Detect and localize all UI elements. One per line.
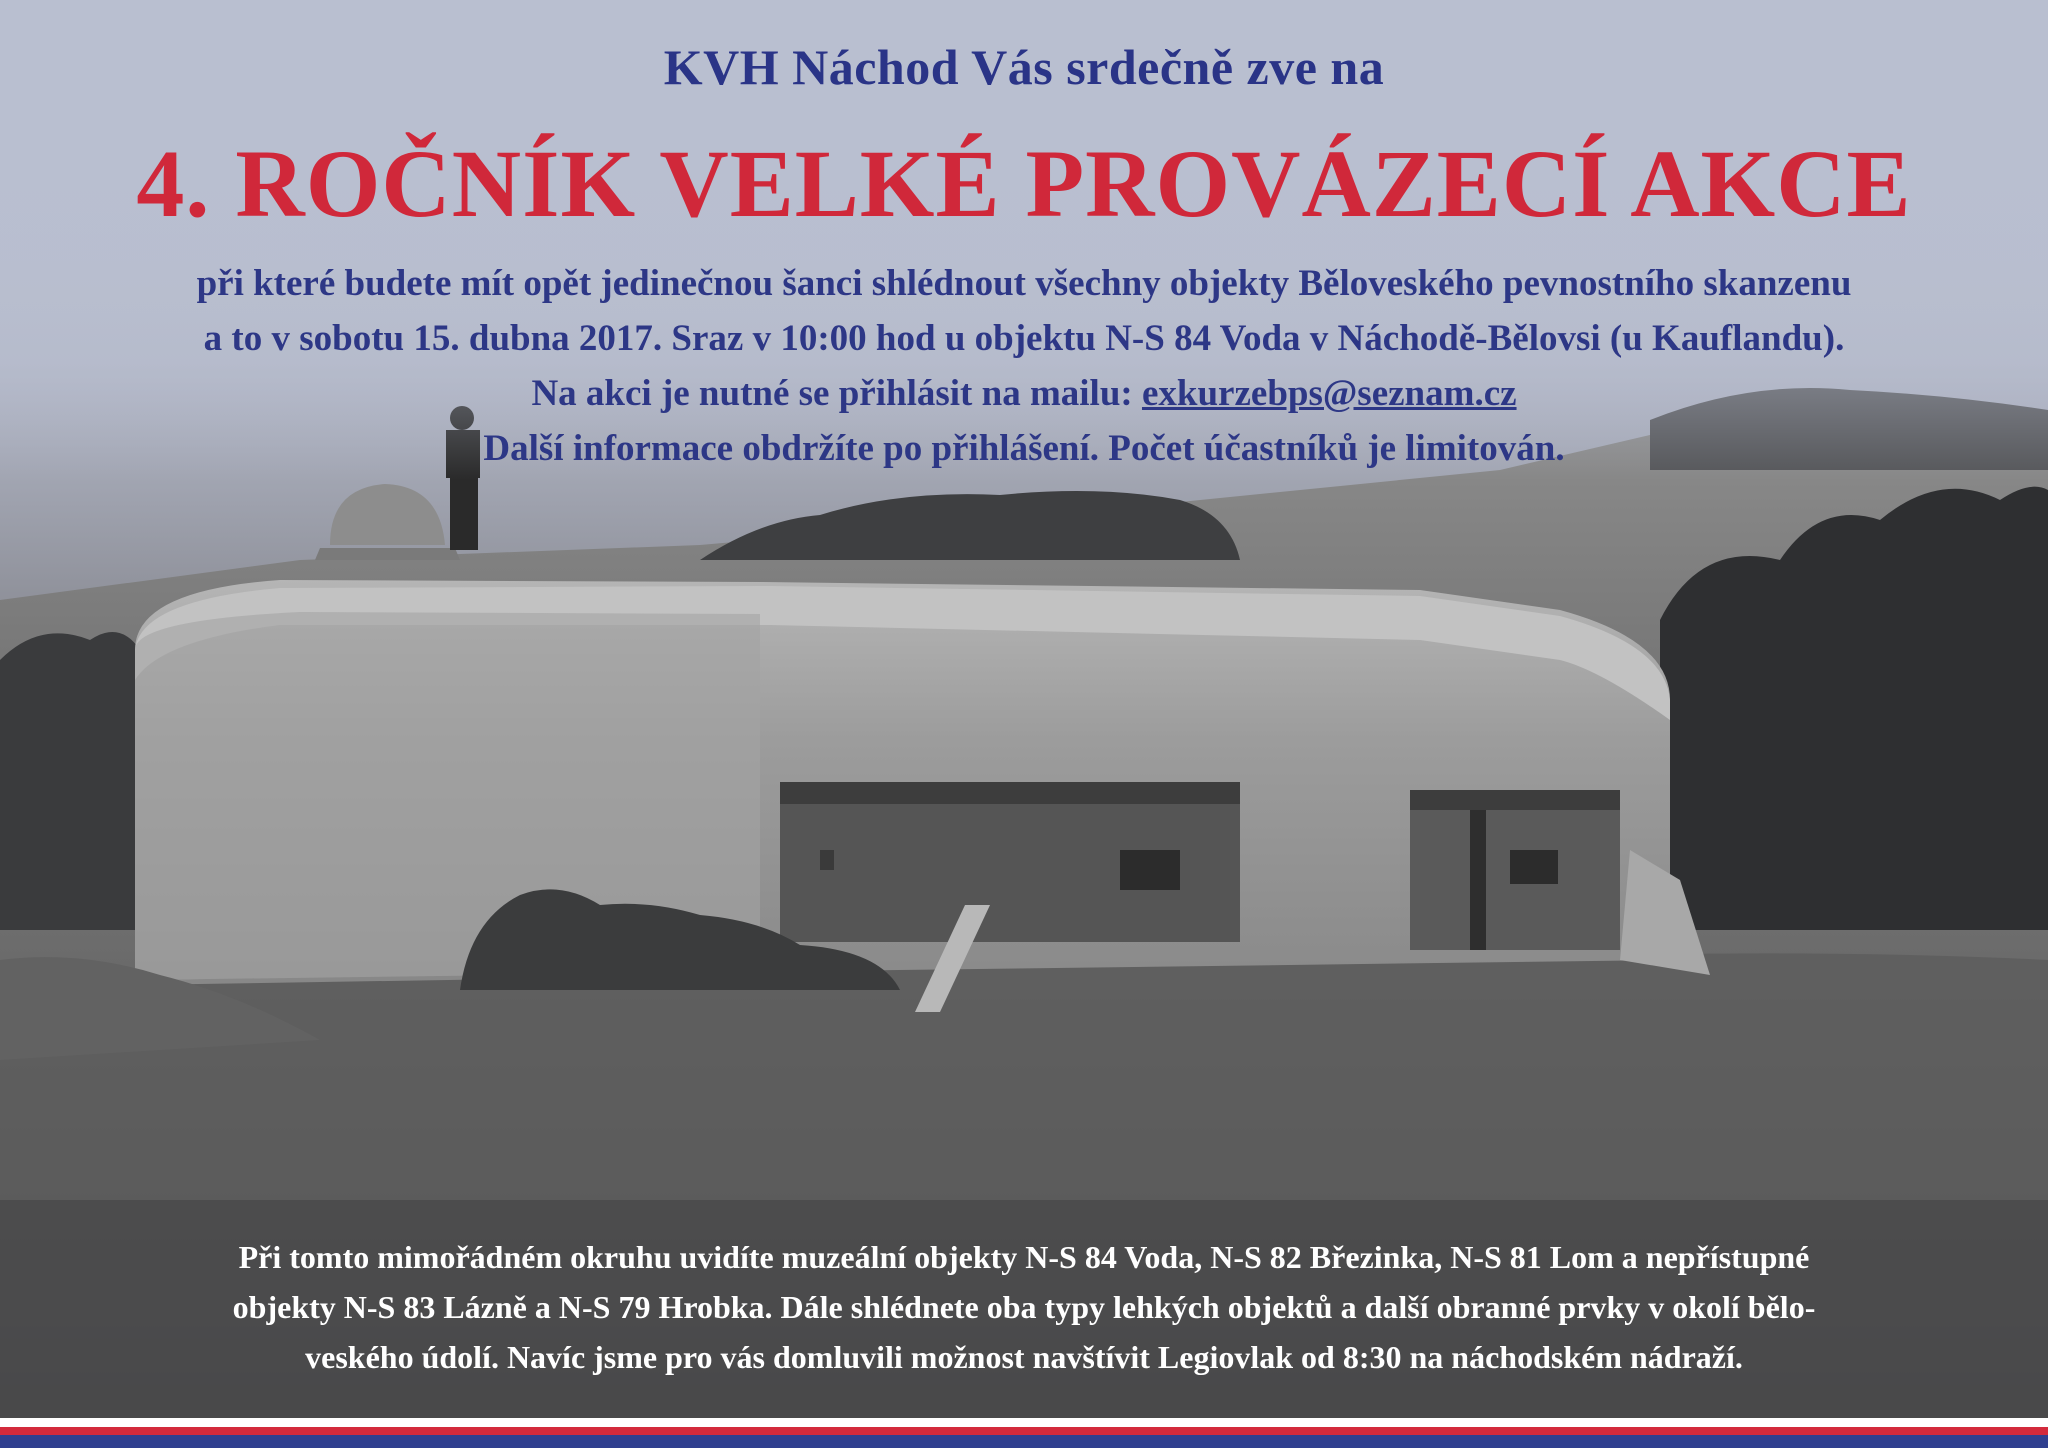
tour-description (0, 1232, 2048, 1382)
blue-stripe (0, 1435, 2048, 1448)
details-line-1: při které budete mít opět jedinečnou šanci shlédnout všechny objekty Běloveského pevnostního skanzenu (196, 263, 1852, 304)
footer-line-3: veského údolí. Navíc jsme pro vás domluvili možnost navštívit Legiovlak od 8:30 na náchodském nádraží. (305, 1339, 1743, 1375)
details-line-2: a to v sobotu 15. dubna 2017. Sraz v 10:00 hod u objektu N-S 84 Voda v Náchodě-Bělovsi (u Kauflandu). (203, 318, 1845, 359)
details-line-3 (0, 366, 2048, 421)
registration-text: Na akci je nutné se přihlásit na mailu: (531, 373, 1142, 414)
email-link[interactable]: exkurzebps@seznam.cz (1141, 373, 1517, 414)
invitation-intro: KVH Náchod Vás srdečně zve na (663, 39, 1385, 95)
event-headline: 4. ROČNÍK VELKÉ PROVÁZECÍ AKCE (136, 130, 1912, 237)
details-line-4: Další informace obdržíte po přihlášení. Počet účastníků je limitován. (483, 428, 1565, 469)
tricolor-stripes (0, 1418, 2048, 1448)
event-details (0, 256, 2048, 476)
red-stripe (0, 1427, 2048, 1435)
white-stripe (0, 1418, 2048, 1427)
footer-line-2: objekty N-S 83 Lázně a N-S 79 Hrobka. Dále shlédnete oba typy lehkých objektů a další obranné prvky v okolí bělo- (232, 1289, 1816, 1325)
footer-line-1: Při tomto mimořádném okruhu uvidíte muzeální objekty N-S 84 Voda, N-S 82 Březinka, N-S 81 Lom a nepřístupné (238, 1239, 1810, 1275)
